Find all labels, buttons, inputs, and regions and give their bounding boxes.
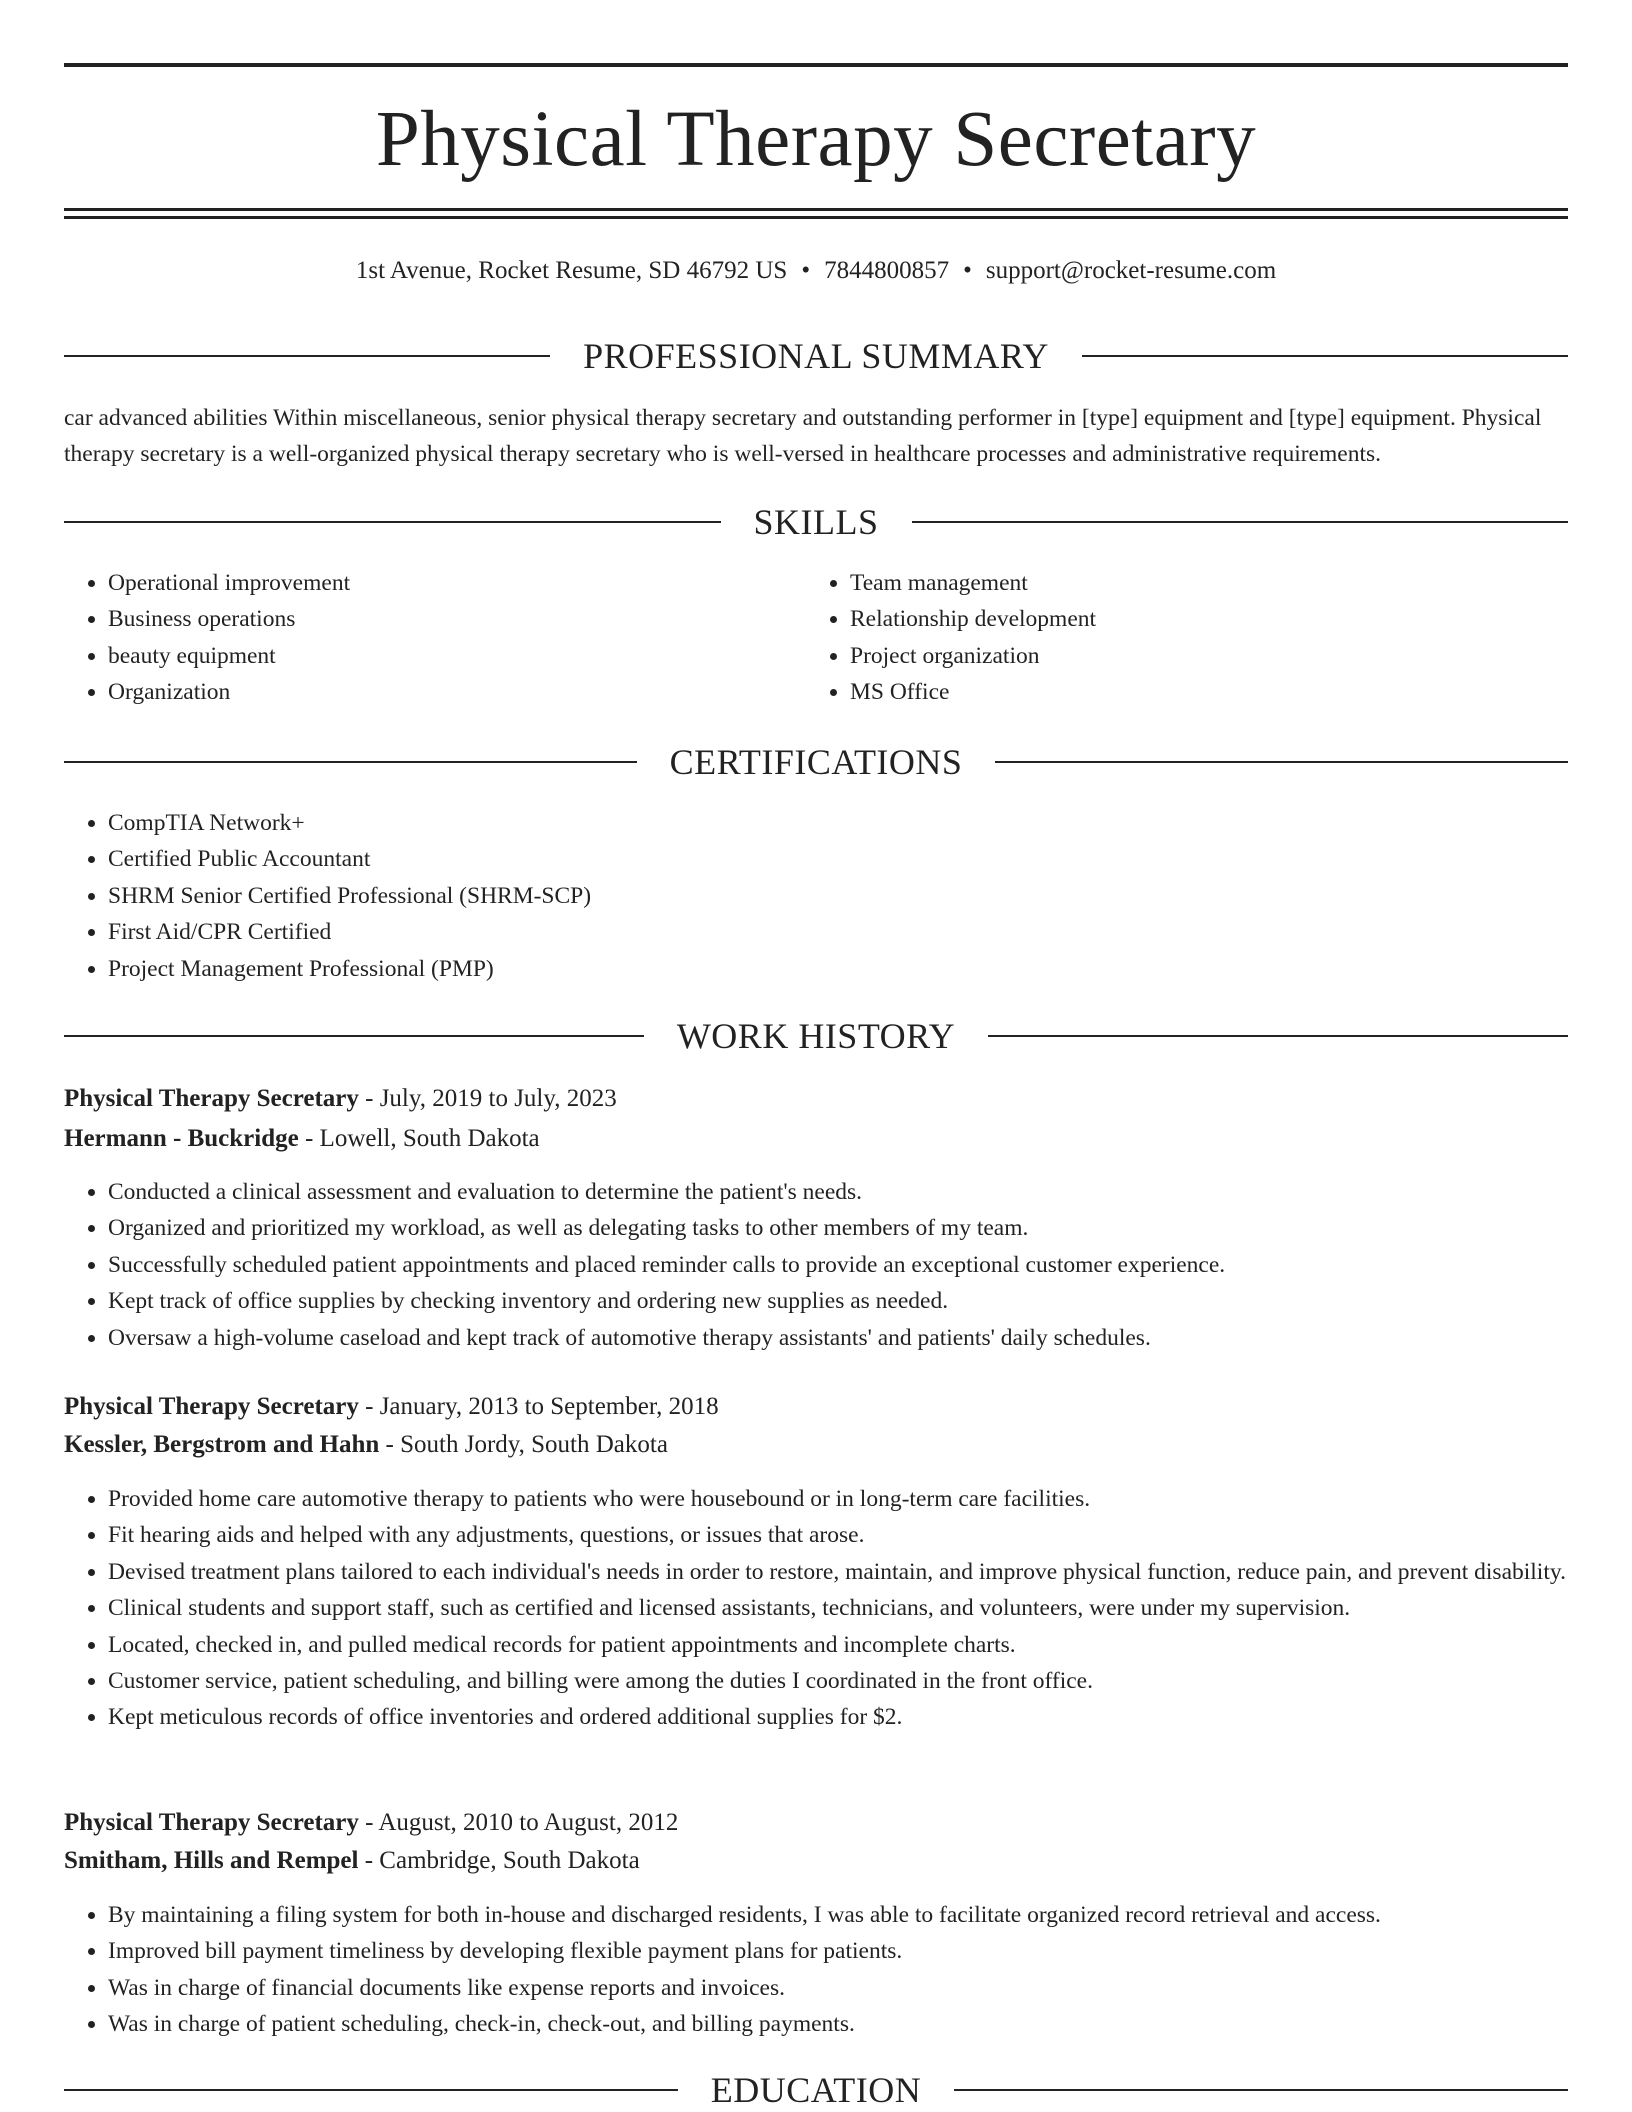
skill-item: • MS Office <box>850 674 1550 710</box>
skills-heading <box>64 500 1568 544</box>
job-bullet: • Provided home care automotive therapy to patients who were housebound or in long-term care facilities. <box>108 1481 1568 1517</box>
job-bullets <box>64 1174 1568 1356</box>
contact-email: support@rocket-resume.com <box>985 257 1277 284</box>
contact-separator: • <box>963 257 972 284</box>
certification-item: • First Aid/CPR Certified <box>108 914 1568 950</box>
job-bullet: • Was in charge of financial documents like expense reports and invoices. <box>108 1970 1568 2006</box>
job-company: Hermann - Buckridge <box>64 1125 299 1152</box>
certification-item: • SHRM Senior Certified Professional (SHRM-SCP) <box>108 878 1568 914</box>
skill-item: • Business operations <box>108 601 808 637</box>
job-company: Kessler, Bergstrom and Hahn <box>64 1431 380 1458</box>
job-bullet: • By maintaining a filing system for both in-house and discharged residents, I was able to facilitate organized record retrieval and access. <box>108 1897 1568 1933</box>
certifications-heading <box>64 740 1568 784</box>
job-title-line <box>64 1080 1568 1118</box>
job-location: - Lowell, South Dakota <box>298 1125 540 1152</box>
work-history-heading <box>64 1014 1568 1058</box>
job-title: Physical Therapy Secretary <box>64 1393 359 1420</box>
job-bullet: • Kept meticulous records of office inventories and ordered additional supplies for $2. <box>108 1699 1568 1735</box>
job-bullet: • Was in charge of patient scheduling, check-in, check-out, and billing payments. <box>108 2006 1568 2042</box>
job-bullet: • Conducted a clinical assessment and evaluation to determine the patient's needs. <box>108 1174 1568 1210</box>
heading-rule-right <box>1082 355 1568 357</box>
job-bullet: • Oversaw a high-volume caseload and kept track of automotive therapy assistants' and patients' daily schedules. <box>108 1320 1568 1356</box>
contact-separator: • <box>801 257 811 284</box>
education-heading-text: EDUCATION <box>710 2070 922 2110</box>
heading-rule-left <box>64 761 637 763</box>
job-bullet: • Kept track of office supplies by checking inventory and ordering new supplies as needed. <box>108 1283 1568 1319</box>
job-company-line <box>64 1426 1568 1464</box>
job-dates: - August, 2010 to August, 2012 <box>358 1809 679 1836</box>
skill-item: • beauty equipment <box>108 638 808 674</box>
heading-rule-right <box>954 2089 1568 2091</box>
contact-address: 1st Avenue, Rocket Resume, SD 46792 US <box>355 257 788 284</box>
heading-rule-right <box>988 1035 1568 1037</box>
job-bullet: • Located, checked in, and pulled medical records for patient appointments and incomplete charts. <box>108 1627 1568 1663</box>
heading-rule-left <box>64 1035 644 1037</box>
certification-item: • Certified Public Accountant <box>108 841 1568 877</box>
contact-phone: 7844800857 <box>824 257 950 284</box>
header-top-rule <box>64 63 1568 67</box>
job-company-line <box>64 1120 1568 1158</box>
heading-rule-right <box>995 761 1568 763</box>
job-bullet: • Customer service, patient scheduling, and billing were among the duties I coordinated in the front office. <box>108 1663 1568 1699</box>
job-location: - Cambridge, South Dakota <box>358 1847 640 1874</box>
skills-list-left <box>64 565 808 711</box>
job-location: - South Jordy, South Dakota <box>379 1431 668 1458</box>
education-heading <box>64 2068 1568 2112</box>
work-history-heading-text: WORK HISTORY <box>676 1016 956 1056</box>
skill-item: • Project organization <box>850 638 1550 674</box>
contact-line <box>64 253 1568 289</box>
job-dates: - January, 2013 to September, 2018 <box>358 1393 719 1420</box>
heading-rule-right <box>912 521 1569 523</box>
skills-list-right <box>806 565 1550 711</box>
resume-name: Physical Therapy Secretary <box>375 96 1257 183</box>
heading-rule-left <box>64 355 550 357</box>
job-bullet: • Clinical students and support staff, such as certified and licensed assistants, technicians, and volunteers, were under my supervision. <box>108 1590 1568 1626</box>
job-bullets <box>64 1481 1568 1736</box>
skill-item: • Operational improvement <box>108 565 808 601</box>
job-bullet: • Improved bill payment timeliness by developing flexible payment plans for patients. <box>108 1933 1568 1969</box>
skill-item: • Relationship development <box>850 601 1550 637</box>
heading-rule-left <box>64 521 721 523</box>
job-title-line <box>64 1388 1568 1426</box>
job-title: Physical Therapy Secretary <box>64 1085 359 1112</box>
job-title-line <box>64 1804 1568 1842</box>
job-bullet: • Successfully scheduled patient appointments and placed reminder calls to provide an exceptional customer experience. <box>108 1247 1568 1283</box>
job-bullets <box>64 1897 1568 2043</box>
job-bullet: • Organized and prioritized my workload, as well as delegating tasks to other members of my team. <box>108 1210 1568 1246</box>
job-company: Smitham, Hills and Rempel <box>64 1847 359 1874</box>
job-bullet: • Fit hearing aids and helped with any adjustments, questions, or issues that arose. <box>108 1517 1568 1553</box>
header-double-rule-bottom <box>64 216 1568 219</box>
skill-item: • Organization <box>108 674 808 710</box>
summary-heading-text: PROFESSIONAL SUMMARY <box>583 336 1049 376</box>
heading-rule-left <box>64 2089 678 2091</box>
skills-heading-text: SKILLS <box>753 502 879 542</box>
skill-item: • Team management <box>850 565 1550 601</box>
certification-item: • Project Management Professional (PMP) <box>108 951 1568 987</box>
job-title: Physical Therapy Secretary <box>64 1809 359 1836</box>
summary-text: car advanced abilities Within miscellaneous, senior physical therapy secretary and outstanding performer in [type] equipment and [type] equipment. Physical therapy secretary is a well-organized physical therapy secretary who is well-versed in healthcare processes and administrative requirements. <box>64 405 1542 467</box>
header-double-rule-top <box>64 208 1568 211</box>
certifications-list <box>64 805 1568 987</box>
certification-item: • CompTIA Network+ <box>108 805 1568 841</box>
certifications-heading-text: CERTIFICATIONS <box>669 742 963 782</box>
job-company-line <box>64 1842 1568 1880</box>
job-dates: - July, 2019 to July, 2023 <box>358 1085 617 1112</box>
job-bullet: • Devised treatment plans tailored to each individual's needs in order to restore, maintain, and improve physical function, reduce pain, and prevent disability. <box>108 1554 1568 1590</box>
summary-heading <box>64 334 1568 378</box>
